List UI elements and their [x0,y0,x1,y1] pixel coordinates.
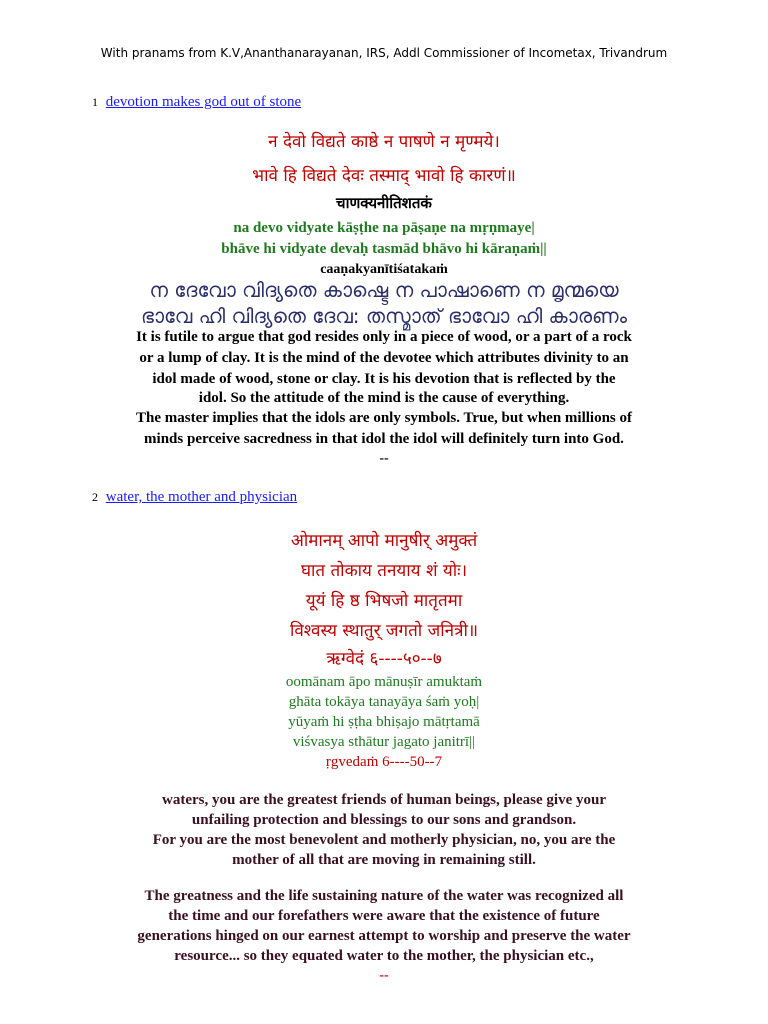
source-roman: caaṇakyanītiśatakaṁ [320,262,448,277]
section-1-number: 1 [92,95,98,109]
english-text-line: unfailing protection and blessings to our sons and grandson. [191,812,577,828]
sanskrit-verse-line: ओमानम् आपो मानुषीर् अमुक्तं [290,531,478,551]
transliteration-line: viśvasya sthātur jagato janitrī|| [292,734,476,750]
english-text-line: the time and our forefathers were aware that the existence of future [168,908,600,924]
section-2-heading [92,489,297,506]
section-2-number: 2 [92,490,98,504]
transliteration-line: oomānam āpo mānuṣīr amuktaṁ [285,674,483,690]
transliteration-line: bhāve hi vidyate devaḥ tasmād bhāvo hi kāraṇaṁ|| [221,241,547,257]
english-text-line: generations hinged on our earnest attempt to worship and preserve the water [137,928,631,944]
english-text-line: waters, you are the greatest friends of human beings, please give your [162,792,606,808]
english-text-line: idol. So the attitude of the mind is the cause of everything. [198,390,570,406]
english-text-line: For you are the most benevolent and motherly physician, no, you are the [152,832,616,848]
transliteration-line: ghāta tokāya tanayāya śaṁ yoḥ| [288,694,480,710]
section-2-title-link[interactable]: water, the mother and physician [105,489,298,505]
section-1-title-link[interactable]: devotion makes god out of stone [105,94,302,110]
transliteration-line: na devo vidyate kāṣṭhe na pāṣaṇe na mṛṇmaye| [233,220,535,236]
english-text-line: mother of all that are moving in remaining still. [232,852,536,868]
malayalam-line: ഭാവേ ഹി വിദ്യതെ ദേവ: തസ്മാത് ഭാവോ ഹി കാരണം [141,304,627,328]
sanskrit-verse-line: घात तोकाय तनयाय शं योः। [300,561,468,581]
english-text-line: The greatness and the life sustaining nature of the water was recognized all [144,888,624,904]
english-text-line: resource... so they equated water to the mother, the physician etc., [174,948,594,964]
section-1-heading [92,94,301,111]
page-header: With pranams from K.V,Ananthanarayanan, IRS, Addl Commissioner of Incometax, Trivandrum [100,46,668,60]
source-devanagari: चाणक्यनीतिशतकं [336,194,432,212]
source-roman: ṛgvedaṁ 6----50--7 [325,754,443,770]
section-separator: -- [379,451,389,466]
section-separator: -- [379,968,389,983]
sanskrit-verse-line: यूयं हि ष्ठ भिषजो मातृतमा [305,591,463,611]
english-text-line: or a lump of clay. It is the mind of the devotee which attributes divinity to an [139,350,629,366]
sanskrit-verse-line: भावे हि विद्यते देवः तस्माद् भावो हि कारणं॥ [252,166,516,186]
sanskrit-source-line: ऋग्वेदं ६----५०--७ [326,649,442,669]
english-text-line: It is futile to argue that god resides only in a piece of wood, or a part of a rock [136,329,632,345]
english-text-line: The master implies that the idols are only symbols. True, but when millions of [135,410,632,426]
sanskrit-verse-line: न देवो विद्यते काष्ठे न पाषणे न मृण्मये। [268,132,500,152]
english-text-line: minds perceive sacredness in that idol the idol will definitely turn into God. [144,431,624,447]
malayalam-line: ന ദേവോ വിദ്യതെ കാഷ്ടെ ന പാഷാണെ ന മൃന്മയെ [149,278,619,302]
english-text-line: idol made of wood, stone or clay. It is his devotion that is reflected by the [152,371,616,387]
sanskrit-verse-line: विश्वस्य स्थातुर् जगतो जनित्री॥ [289,621,479,641]
transliteration-line: yūyaṁ hi ṣṭha bhiṣajo mātṛtamā [288,714,480,730]
